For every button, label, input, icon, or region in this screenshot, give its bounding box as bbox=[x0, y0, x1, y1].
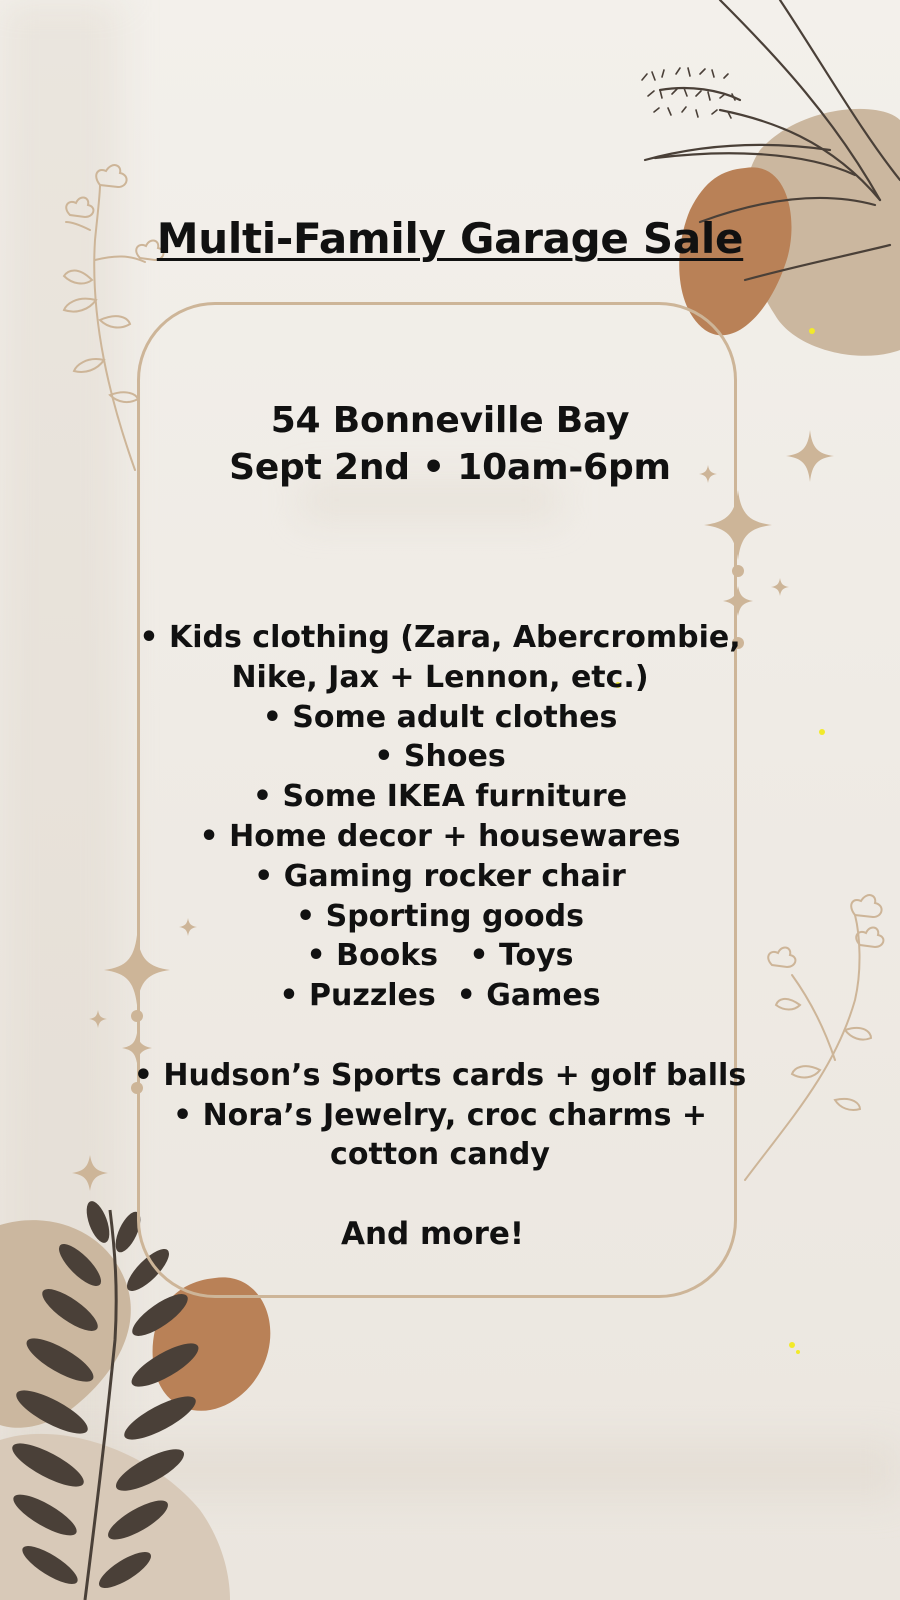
list-item: • Hudson’s Sports cards + golf balls bbox=[133, 1057, 747, 1093]
sparkle-icon bbox=[771, 578, 789, 596]
dot-shape bbox=[809, 328, 815, 334]
list-spacer bbox=[90, 1016, 790, 1056]
list-item: • Puzzles • Games bbox=[279, 978, 601, 1014]
list-item: • Books • Toys bbox=[306, 938, 574, 974]
list-item: • Kids clothing (Zara, Abercrombie, bbox=[139, 620, 741, 655]
dot-shape bbox=[796, 1350, 800, 1354]
sale-date-time: Sept 2nd • 10am-6pm bbox=[229, 447, 671, 488]
dot-shape bbox=[819, 729, 825, 735]
item-list bbox=[90, 618, 790, 1175]
list-item: • Some adult clothes bbox=[262, 699, 618, 735]
list-item: Nike, Jax + Lennon, etc.) bbox=[231, 659, 649, 695]
list-item: cotton candy bbox=[330, 1137, 550, 1173]
list-item: • Home decor + housewares bbox=[199, 818, 681, 854]
list-item: • Sporting goods bbox=[295, 898, 585, 934]
flyer-title: Multi-Family Garage Sale bbox=[156, 214, 744, 263]
list-item: • Nora’s Jewelry, croc charms + bbox=[172, 1097, 708, 1133]
dot-shape bbox=[789, 1342, 795, 1348]
list-item: • Some IKEA furniture bbox=[252, 779, 628, 815]
list-item: • Gaming rocker chair bbox=[254, 858, 626, 894]
list-item: • Shoes bbox=[374, 739, 506, 775]
closing-text: And more! bbox=[340, 1216, 525, 1252]
sale-address: 54 Bonneville Bay bbox=[270, 400, 630, 441]
